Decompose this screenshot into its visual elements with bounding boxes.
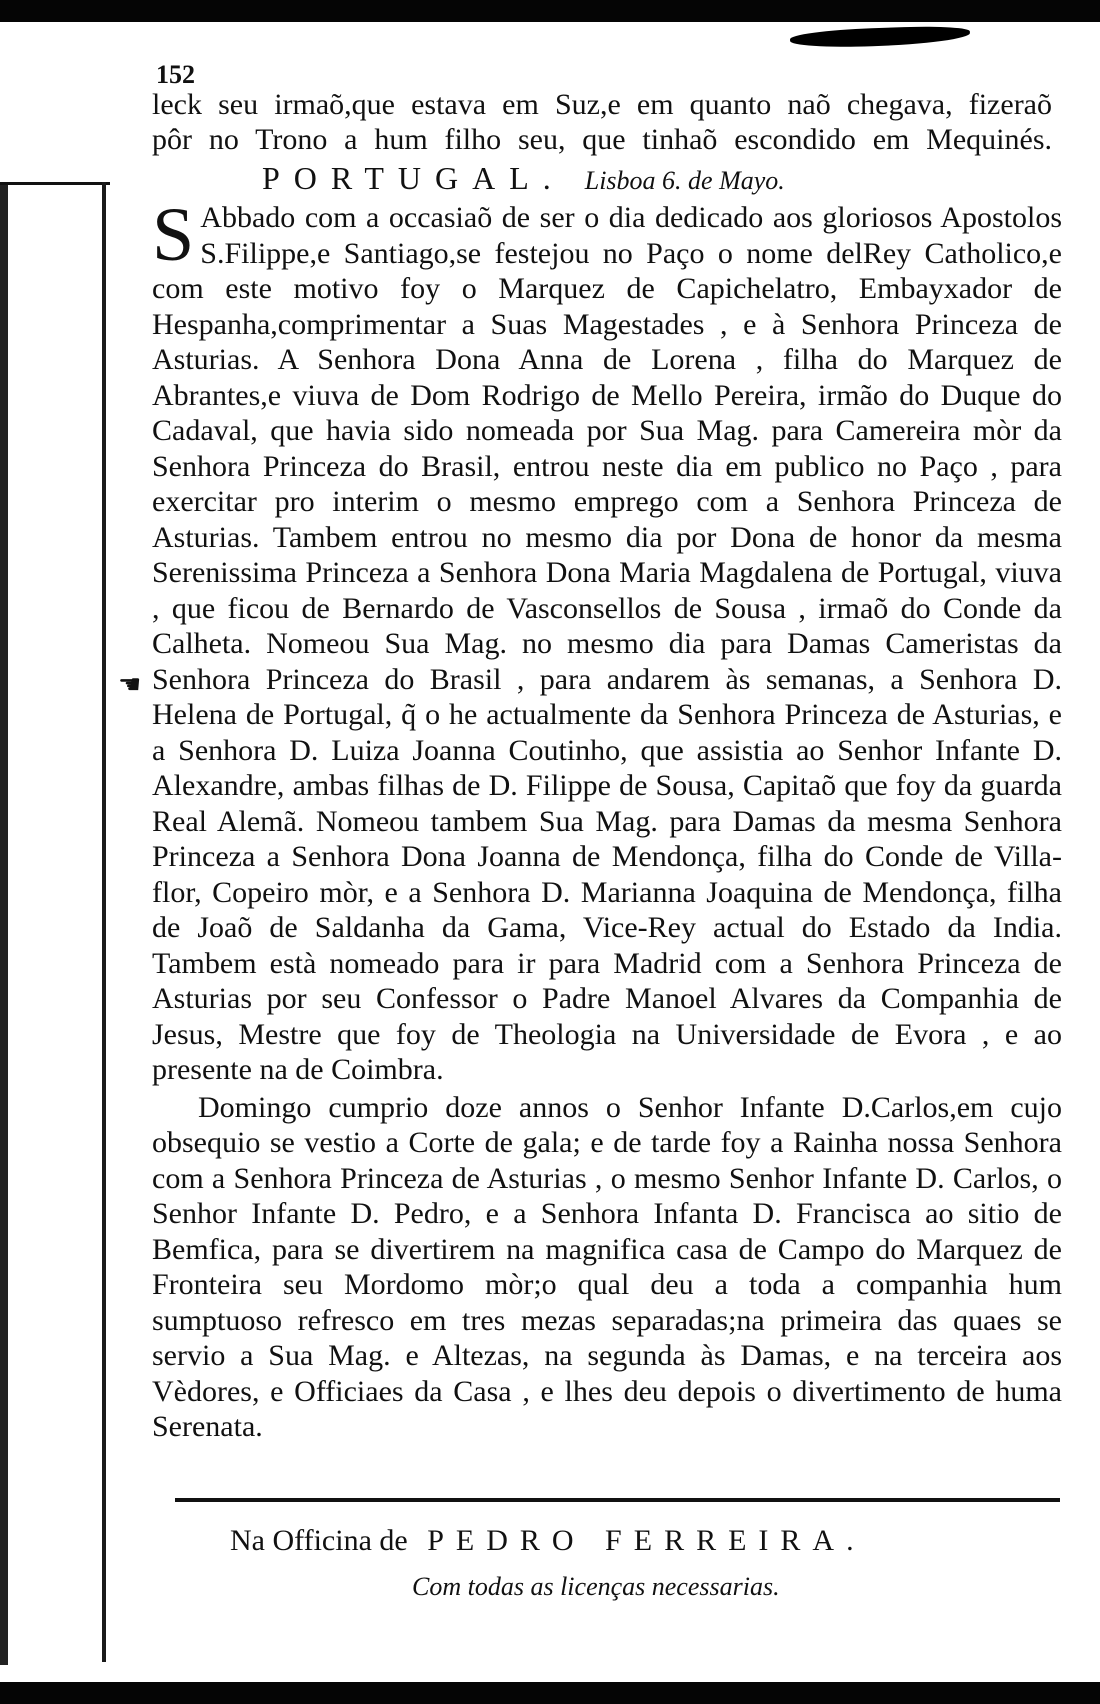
- page-number: 152: [156, 60, 195, 89]
- scan-top-edge: [0, 0, 1100, 22]
- imprint-line: [230, 1524, 1030, 1558]
- paragraph-1-text: Abbado com a occasiaõ de ser o dia dedicado aos gloriosos Apostolos S.Filippe,e Santiago,se festejou no Paço o nome delRey Catholico,e com este motivo foy o Marquez de Capichelatro, Embayxador de Hespanha,comprimentar a Suas Magestades , e à Senhora Princeza de Asturias. A Senhora Dona Anna de Lorena , filha do Marquez de Abrantes,e viuva de Dom Rodrigo de Mello Pereira, irmão do Duque do Cadaval, que havia sido nomeada por Sua Mag. para Camereira mòr da Senhora Princeza do Brasil, entrou neste dia em publico no Paço , para exercitar pro interim o mesmo emprego com a Senhora Princeza de Asturias. Tambem entrou no mesmo dia por Dona de honor da mesma Serenissima Princeza a Senhora Dona Maria Magdalena de Portugal, viuva , que ficou de Bernardo de Vasconsellos de Sousa , irmaõ do Conde da Calheta. Nomeou Sua Mag. no mesmo dia para Damas Cameristas da Senhora Princeza do Brasil , para andarem às semanas, a Senhora D. Helena de Portugal, q̃ o he actualmente da Senhora Princeza de Asturias, e a Senhora D. Luiza Joanna Coutinho, que assistia ao Senhor Infante D. Alexandre, ambas filhas de D. Filippe de Sousa, Capitaõ que foy da guarda Real Alemã. Nomeou tambem Sua Mag. para Damas da mesma Senhora Princeza a Senhora Dona Joanna de Mendonça, filha do Conde de Villa-flor, Copeiro mòr, e a Senhora D. Marianna Joaquina de Mendonça, filha de Joaõ de Saldanha da Gama, Vice-Rey actual do Estado da India. Tambem està nomeado para ir para Madrid com a Senhora Princeza de Asturias por seu Confessor o Padre Manoel Alvares da Companhia de Jesus, Mestre que foy de Theologia na Universidade de Evora , e ao presente na de Coimbra.: [152, 201, 1062, 1086]
- imprint-licences: Com todas as licenças necessarias.: [412, 1572, 780, 1601]
- heading-place-date: Lisboa 6. de Mayo.: [584, 166, 785, 195]
- imprint-prefix: Na Officina de: [230, 1524, 408, 1557]
- scan-left-edge: [0, 185, 8, 1665]
- footer-rule: [175, 1498, 1060, 1502]
- drop-cap: S: [152, 193, 195, 277]
- section-heading: [262, 160, 1062, 197]
- article-body: [152, 193, 1062, 1445]
- heading-country: PORTUGAL.: [262, 160, 565, 196]
- scan-bottom-edge: [0, 1682, 1100, 1704]
- continued-line-2: pôr no Trono a hum filho seu, que tinhaõ escondido em Mequinés.: [152, 122, 1052, 156]
- imprint-printer: PEDRO FERREIRA.: [427, 1524, 866, 1557]
- ink-blot: [790, 25, 971, 49]
- continued-text: [152, 88, 1052, 157]
- article-paragraph-2: Domingo cumprio doze annos o Senhor Infante D.Carlos,em cujo obsequio se vestio a Corte de gala; e de tarde foy a Rainha nossa Senhora com a Senhora Princeza de Asturias , o mesmo Senhor Infante D. Carlos, o Senhor Infante D. Pedro, e a Senhora Infanta D. Francisca ao sitio de Bemfica, para se divertirem na magnifica casa de Campo do Marquez de Fronteira seu Mordomo mòr;o qual deu a toda a companhia hum sumptuoso refresco em tres mezas separadas;na primeira das quaes se servio a Sua Mag. e Altezas, na segunda às Damas, e na terceira aos Vèdores, e Officiaes da Casa , e lhes deu depois o divertimento de huma Serenata.: [152, 1090, 1062, 1443]
- margin-pointer-icon: ☚: [118, 670, 142, 699]
- margin-bracket-top: [0, 182, 110, 185]
- margin-bracket-line: [102, 182, 106, 1662]
- article-paragraph-1: [152, 193, 1062, 1088]
- continued-line-1: leck seu irmaõ,que estava em Suz,e em quanto naõ chegava, fizeraõ: [152, 88, 1052, 121]
